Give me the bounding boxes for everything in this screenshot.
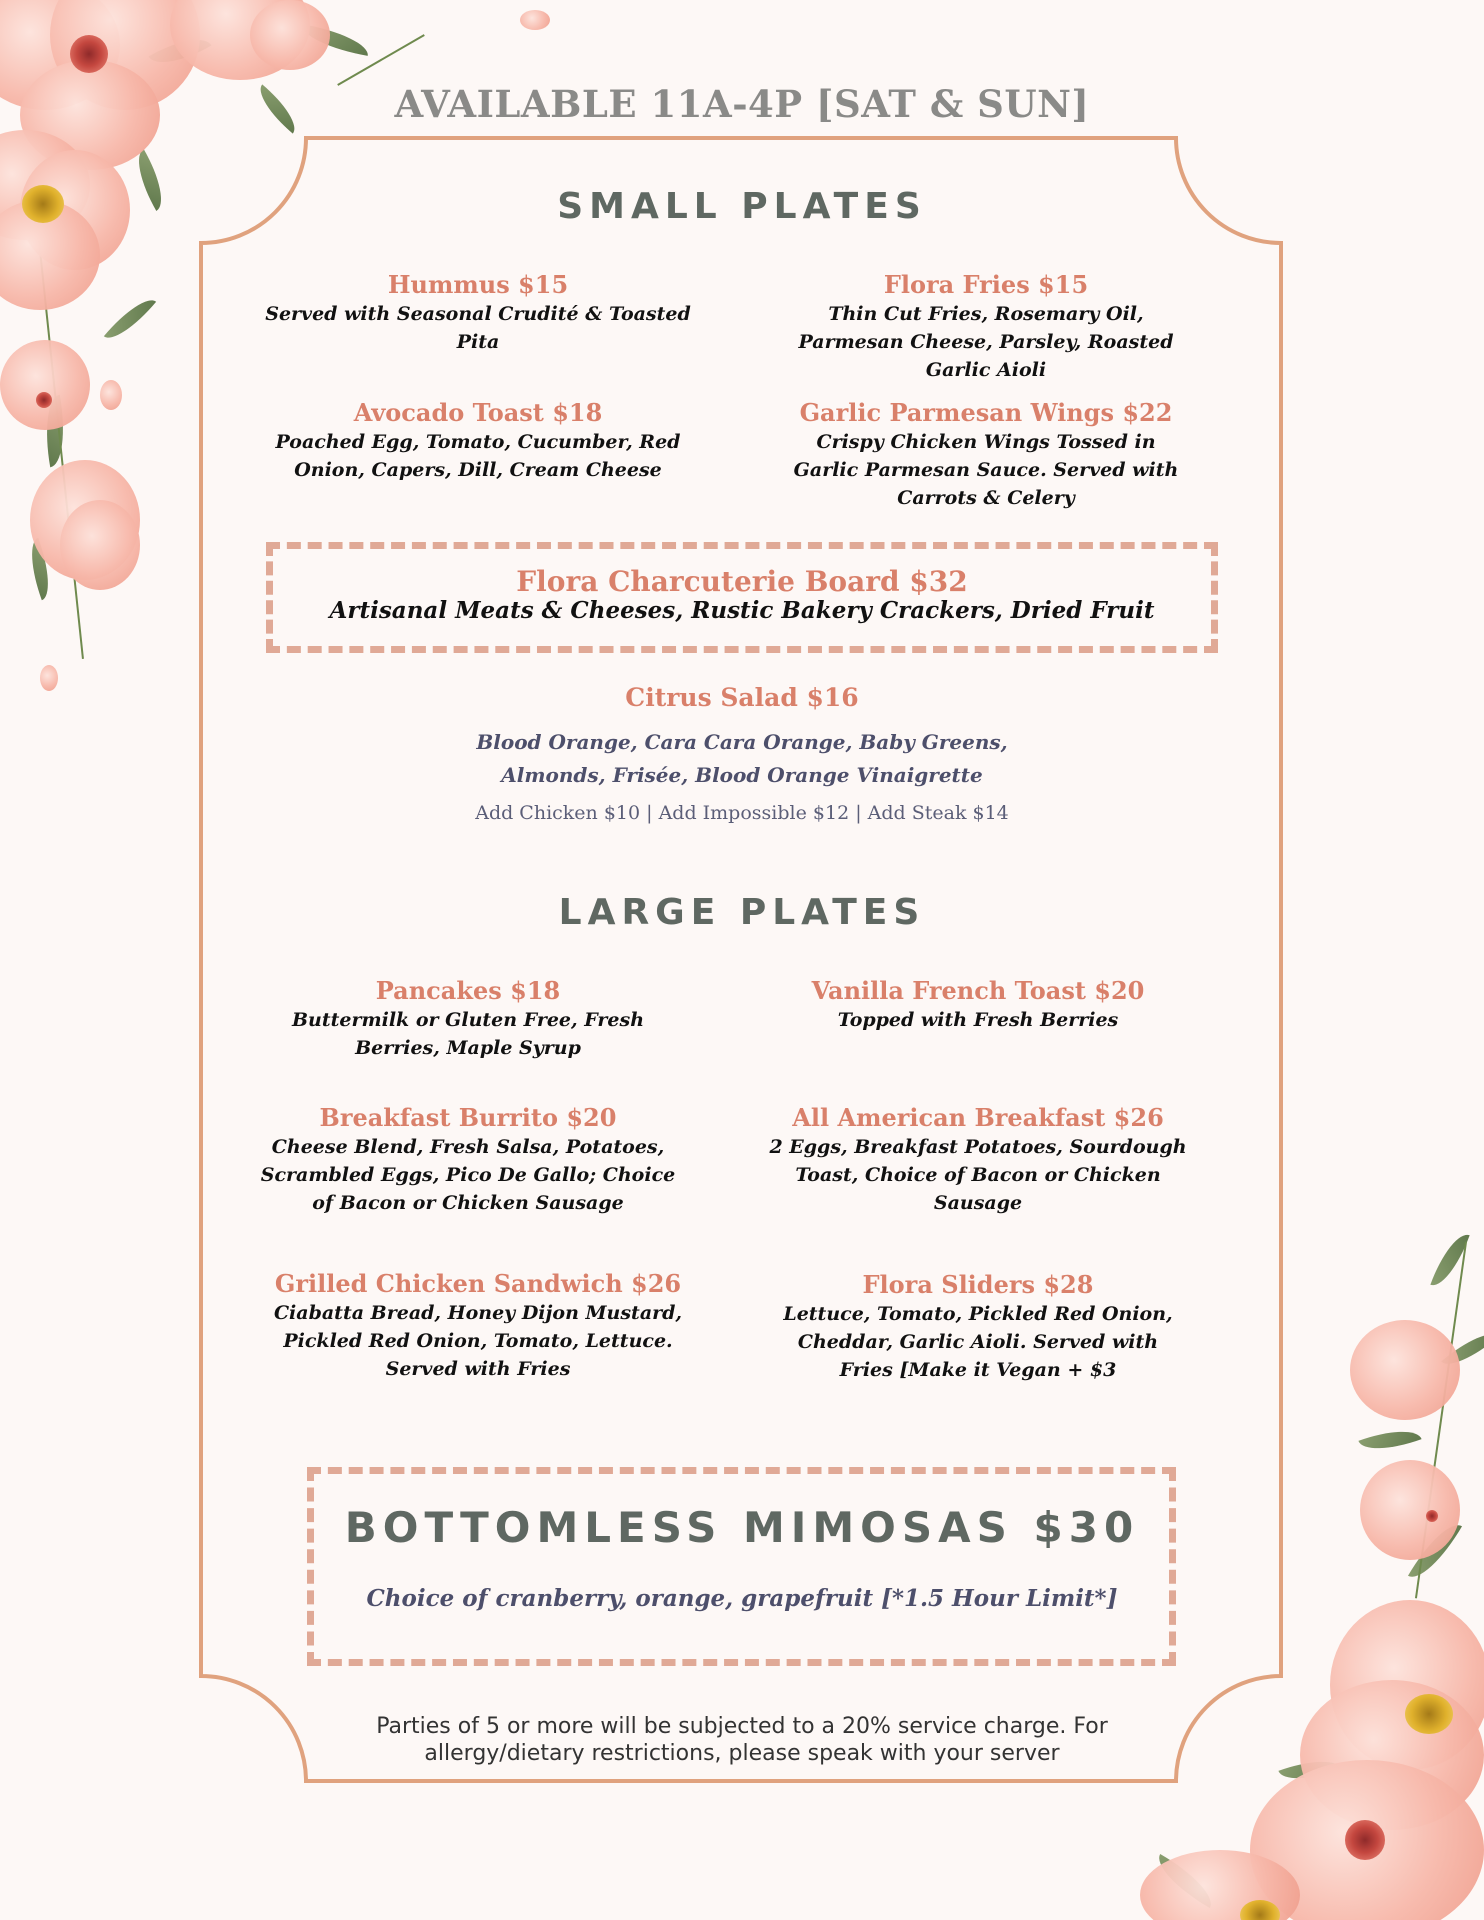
citrus-salad-desc-line1: Blood Orange, Cara Cara Orange, Baby Greens,	[476, 730, 1008, 754]
menu-item-desc: Served with Seasonal Crudité & Toasted Pita	[265, 303, 691, 353]
footer-note-line2: allergy/dietary restrictions, please speak with your server	[424, 1741, 1060, 1766]
availability-banner: AVAILABLE 11A-4P [SAT & SUN]	[394, 82, 1090, 126]
mimosas-desc: Choice of cranberry, orange, grapefruit [*1.5 Hour Limit*]	[366, 1585, 1118, 1612]
menu-item-desc: Crispy Chicken Wings Tossed in Garlic Parmesan Sauce. Served with Carrots & Celery	[793, 431, 1179, 509]
menu-item-name: Vanilla French Toast $20	[811, 976, 1145, 1005]
charcuterie-name: Flora Charcuterie Board $32	[516, 565, 968, 598]
menu-item	[248, 270, 708, 356]
menu-item-name: Avocado Toast $18	[353, 398, 603, 427]
menu-item-desc: Ciabatta Bread, Honey Dijon Mustard, Pickled Red Onion, Tomato, Lettuce. Served with Fries	[273, 1302, 683, 1380]
menu-item	[248, 1269, 708, 1383]
citrus-salad-addons: Add Chicken $10 | Add Impossible $12 | Add Steak $14	[475, 802, 1009, 824]
menu-item-name: Flora Fries $15	[883, 270, 1089, 299]
menu-item-desc: Poached Egg, Tomato, Cucumber, Red Onion, Capers, Dill, Cream Cheese	[275, 431, 681, 481]
mimosas-title: BOTTOMLESS MIMOSAS $30	[344, 1503, 1140, 1552]
menu-item-name: Grilled Chicken Sandwich $26	[274, 1269, 682, 1298]
menu-item-desc: 2 Eggs, Breakfast Potatoes, Sourdough Toast, Choice of Bacon or Chicken Sausage	[769, 1136, 1187, 1214]
menu-item-desc: Buttermilk or Gluten Free, Fresh Berries, Maple Syrup	[291, 1009, 645, 1059]
charcuterie-desc: Artisanal Meats & Cheeses, Rustic Bakery Crackers, Dried Fruit	[329, 597, 1155, 624]
footer-note-line1: Parties of 5 or more will be subjected to a 20% service charge. For	[376, 1714, 1108, 1739]
menu-item-name: Breakfast Burrito $20	[319, 1103, 617, 1132]
menu-item-desc: Cheese Blend, Fresh Salsa, Potatoes, Scrambled Eggs, Pico De Gallo; Choice of Bacon or Chicken Sausage	[260, 1136, 676, 1214]
mimosas-box	[307, 1467, 1176, 1666]
menu-item-name: Garlic Parmesan Wings $22	[799, 398, 1173, 427]
menu-item	[756, 270, 1216, 384]
citrus-salad-desc-line2: Almonds, Frisée, Blood Orange Vinaigrette	[501, 763, 983, 787]
menu-item-name: Hummus $15	[387, 270, 569, 299]
menu-item-name: Pancakes $18	[375, 976, 561, 1005]
citrus-salad-name: Citrus Salad $16	[625, 683, 859, 712]
menu-item	[238, 1103, 698, 1217]
menu-item-desc: Lettuce, Tomato, Pickled Red Onion, Cheddar, Garlic Aioli. Served with Fries [Make it Vegan + $3	[783, 1303, 1173, 1381]
menu-item	[248, 398, 708, 484]
menu-item-desc: Topped with Fresh Berries	[837, 1009, 1119, 1031]
menu-item	[238, 976, 698, 1062]
large-plates-heading: LARGE PLATES	[558, 892, 926, 933]
small-plates-heading: SMALL PLATES	[557, 186, 927, 227]
menu-item	[748, 976, 1208, 1034]
menu-item-name: All American Breakfast $26	[792, 1103, 1164, 1132]
menu-item-name: Flora Sliders $28	[862, 1270, 1094, 1299]
menu-item-desc: Thin Cut Fries, Rosemary Oil, Parmesan Cheese, Parsley, Roasted Garlic Aioli	[798, 303, 1174, 381]
menu-item	[748, 1270, 1208, 1384]
menu-item	[748, 1103, 1208, 1217]
menu-item	[756, 398, 1216, 512]
